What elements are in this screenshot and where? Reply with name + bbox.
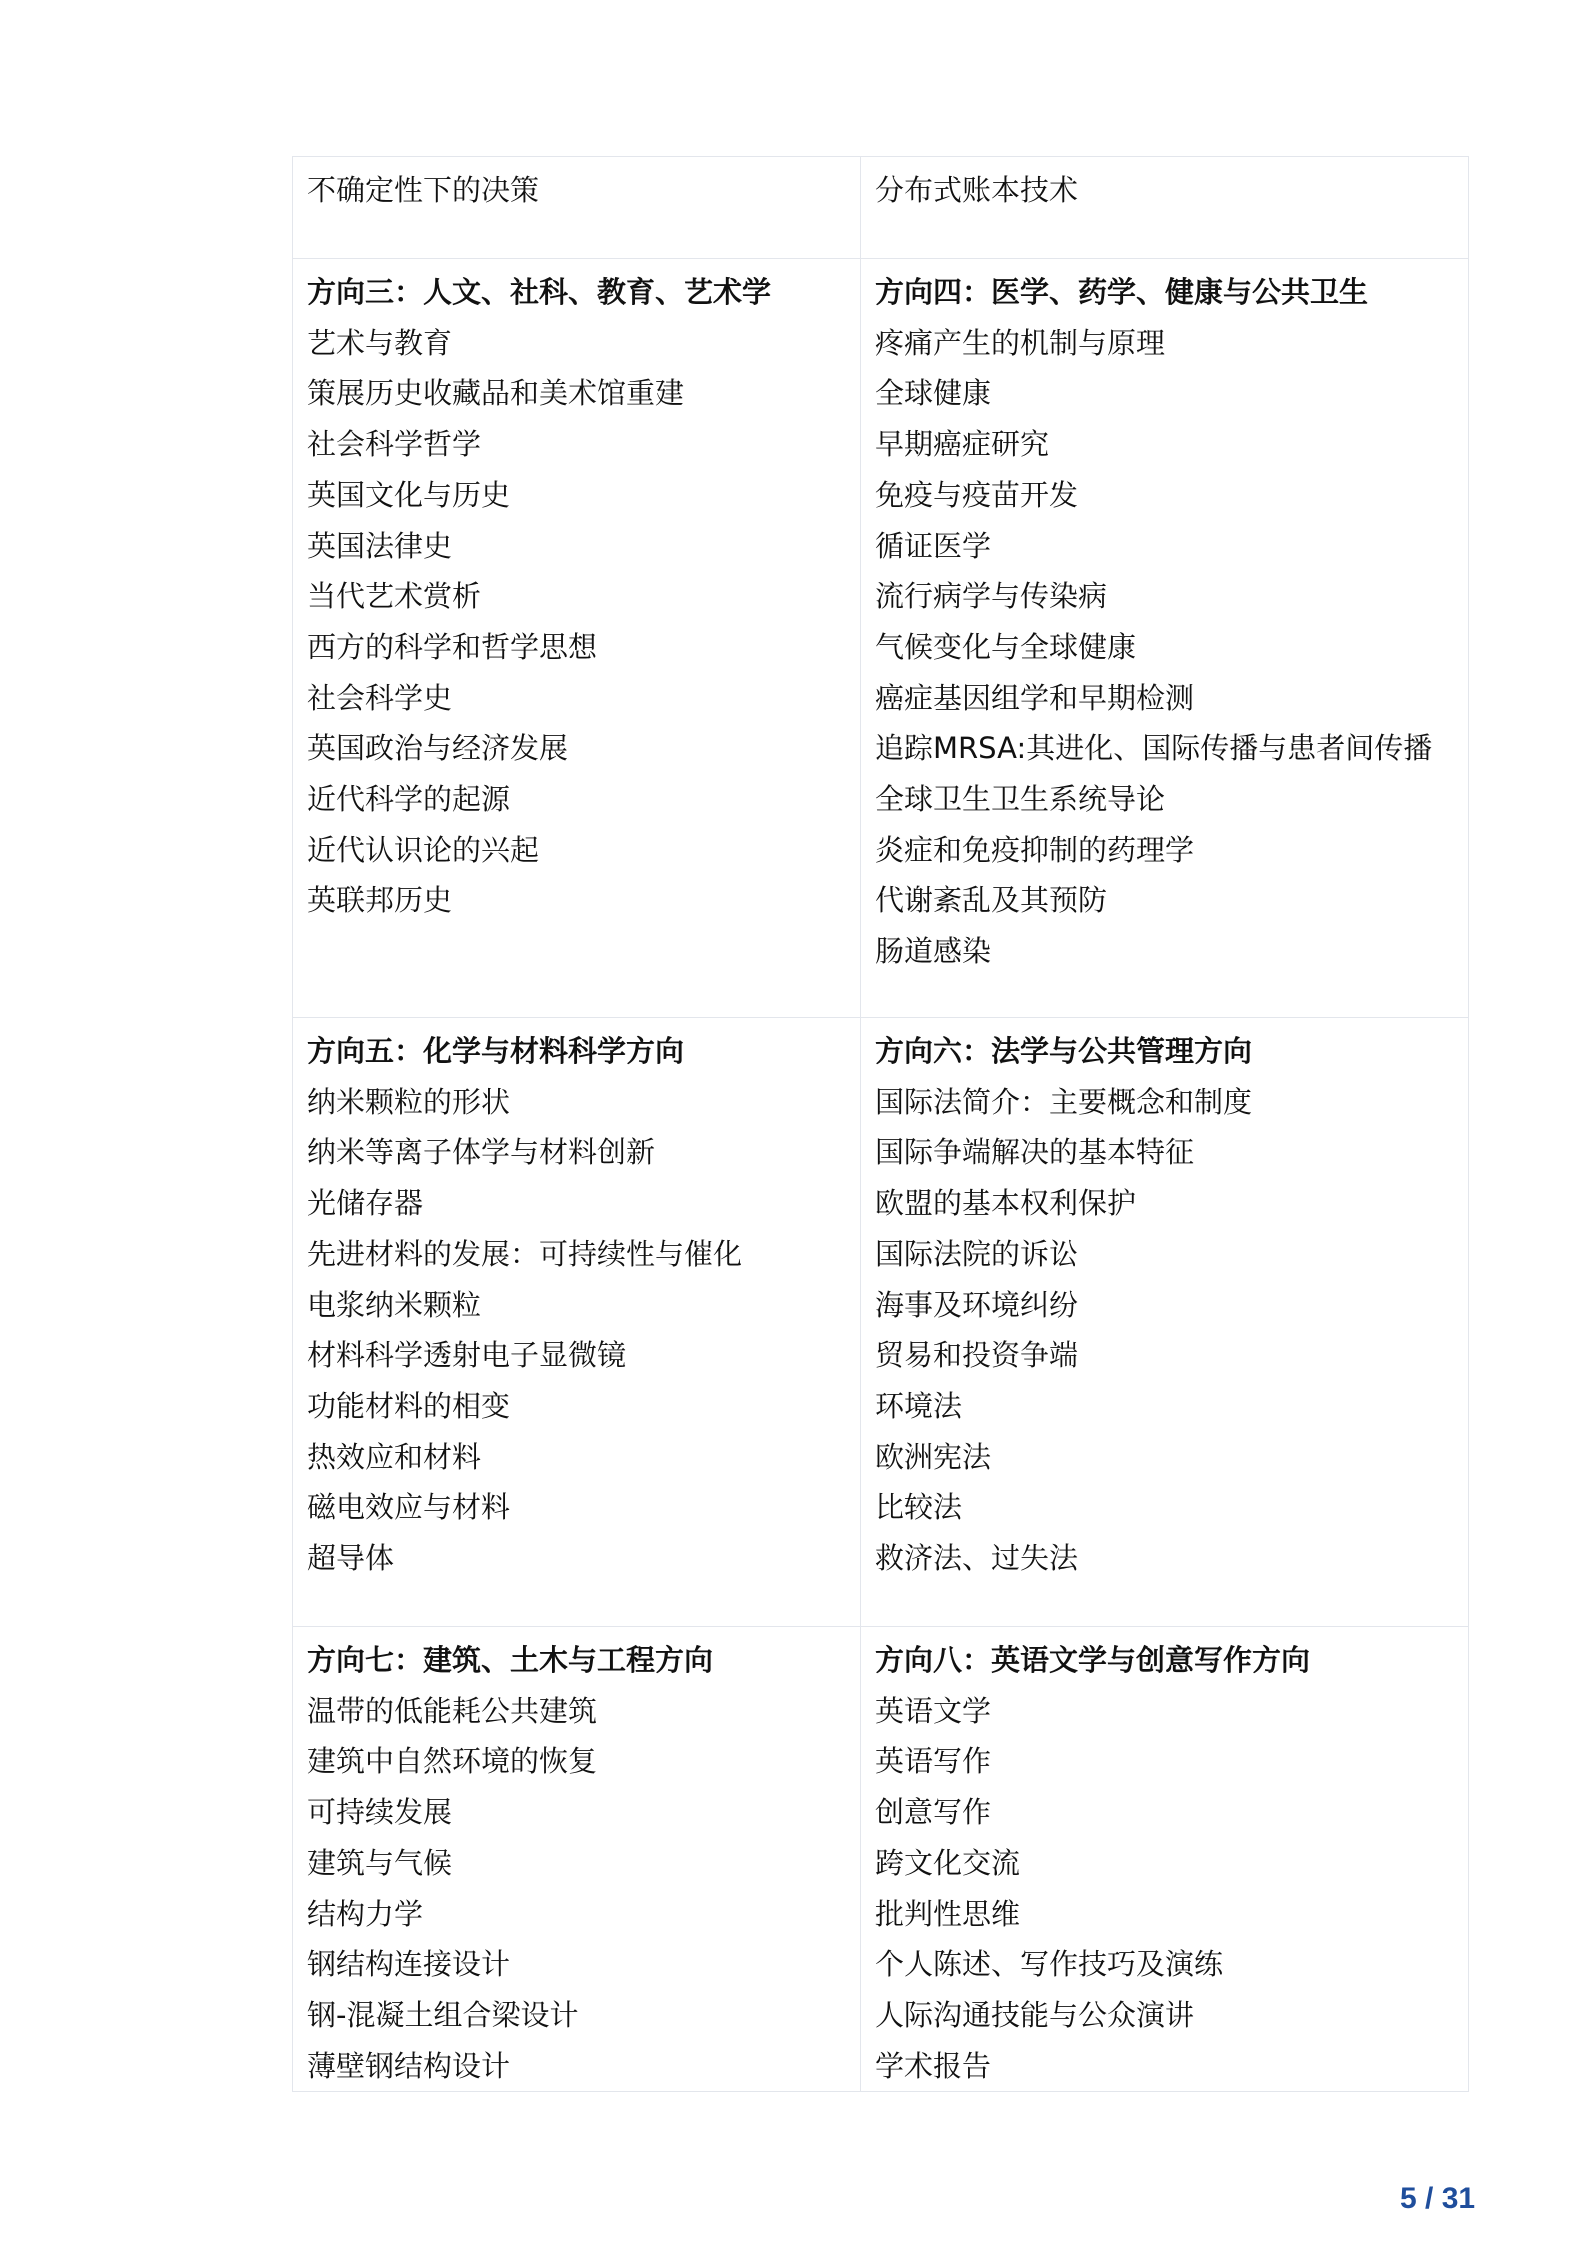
list-item: 炎症和免疫抑制的药理学 bbox=[875, 832, 1195, 867]
list-item: 英国法律史 bbox=[307, 528, 453, 563]
list-item: 比较法 bbox=[875, 1490, 963, 1525]
list-item: 学术报告 bbox=[875, 2048, 992, 2083]
list-item: 贸易和投资争端 bbox=[875, 1338, 1079, 1373]
list-item: 社会科学哲学 bbox=[307, 427, 482, 462]
list-item: 英语文学 bbox=[875, 1693, 992, 1728]
table-cell bbox=[293, 1627, 861, 2092]
list-item: 光储存器 bbox=[307, 1186, 424, 1221]
list-item: 结构力学 bbox=[307, 1896, 424, 1931]
section-heading: 方向七：建筑、土木与工程方向 bbox=[307, 1643, 714, 1677]
section-heading: 方向六：法学与公共管理方向 bbox=[875, 1034, 1253, 1068]
list-item: 癌症基因组学和早期检测 bbox=[875, 680, 1195, 715]
section-heading: 方向四：医学、药学、健康与公共卫生 bbox=[875, 275, 1369, 309]
list-item: 海事及环境纠纷 bbox=[875, 1287, 1079, 1322]
list-item: 电浆纳米颗粒 bbox=[307, 1287, 482, 1322]
table-row bbox=[293, 1018, 1469, 1627]
list-item: 个人陈述、写作技巧及演练 bbox=[875, 1947, 1224, 1982]
list-item: 救济法、过失法 bbox=[875, 1541, 1079, 1576]
list-item: 全球卫生卫生系统导论 bbox=[875, 782, 1166, 817]
list-item: 国际法简介：主要概念和制度 bbox=[875, 1084, 1253, 1119]
list-item: 早期癌症研究 bbox=[875, 427, 1050, 462]
list-item: 薄壁钢结构设计 bbox=[307, 2048, 511, 2083]
table-cell bbox=[293, 259, 861, 1018]
list-item: 建筑与气候 bbox=[307, 1845, 453, 1880]
list-item: 材料科学透射电子显微镜 bbox=[307, 1338, 627, 1373]
list-item: 可持续发展 bbox=[307, 1795, 453, 1830]
list-item: 英国文化与历史 bbox=[307, 477, 511, 512]
list-item: 建筑中自然环境的恢复 bbox=[307, 1744, 598, 1779]
table-cell bbox=[861, 1627, 1469, 2092]
list-item: 欧洲宪法 bbox=[875, 1439, 992, 1474]
list-item: 气候变化与全球健康 bbox=[875, 629, 1137, 664]
list-item: 疼痛产生的机制与原理 bbox=[875, 325, 1166, 360]
table-cell bbox=[293, 157, 861, 259]
list-item: 纳米颗粒的形状 bbox=[307, 1084, 511, 1119]
list-item: 先进材料的发展：可持续性与催化 bbox=[307, 1236, 743, 1271]
list-item: 近代科学的起源 bbox=[307, 782, 511, 817]
list-item: 近代认识论的兴起 bbox=[307, 832, 540, 867]
list-item: 纳米等离子体学与材料创新 bbox=[307, 1135, 656, 1170]
list-item: 流行病学与传染病 bbox=[875, 579, 1108, 614]
list-item: 欧盟的基本权利保护 bbox=[875, 1186, 1137, 1221]
section-heading: 方向三：人文、社科、教育、艺术学 bbox=[307, 275, 772, 309]
list-item: 国际法院的诉讼 bbox=[875, 1236, 1079, 1271]
list-item: 肠道感染 bbox=[875, 934, 992, 969]
list-item: 人际沟通技能与公众演讲 bbox=[875, 1997, 1195, 2032]
list-item: 创意写作 bbox=[875, 1795, 992, 1830]
section-heading: 方向八：英语文学与创意写作方向 bbox=[875, 1643, 1311, 1677]
table-row bbox=[293, 1627, 1469, 2092]
page-number: 5 / 31 bbox=[1400, 2182, 1476, 2215]
list-item: 批判性思维 bbox=[875, 1896, 1021, 1931]
list-item: 功能材料的相变 bbox=[307, 1388, 511, 1423]
table-cell bbox=[861, 1018, 1469, 1627]
list-item: 循证医学 bbox=[875, 528, 992, 563]
list-item: 代谢紊乱及其预防 bbox=[875, 883, 1108, 918]
list-item: 热效应和材料 bbox=[307, 1439, 482, 1474]
list-item: 跨文化交流 bbox=[875, 1845, 1021, 1880]
list-item: 追踪MRSA:其进化、国际传播与患者间传播 bbox=[875, 731, 1433, 766]
list-item: 全球健康 bbox=[875, 376, 992, 411]
list-item: 免疫与疫苗开发 bbox=[875, 477, 1079, 512]
table-cell bbox=[293, 1018, 861, 1627]
list-item: 国际争端解决的基本特征 bbox=[875, 1135, 1195, 1170]
list-item: 钢结构连接设计 bbox=[307, 1947, 511, 1982]
list-item: 英联邦历史 bbox=[307, 883, 453, 918]
table-cell bbox=[861, 157, 1469, 259]
list-item: 超导体 bbox=[307, 1541, 395, 1576]
list-item: 英语写作 bbox=[875, 1744, 992, 1779]
list-item: 磁电效应与材料 bbox=[307, 1490, 511, 1525]
table-cell bbox=[861, 259, 1469, 1018]
list-item: 环境法 bbox=[875, 1388, 963, 1423]
table-row bbox=[293, 157, 1469, 259]
list-item: 社会科学史 bbox=[307, 680, 453, 715]
list-item: 温带的低能耗公共建筑 bbox=[307, 1693, 598, 1728]
list-item: 艺术与教育 bbox=[307, 325, 453, 360]
list-item: 英国政治与经济发展 bbox=[307, 731, 569, 766]
list-item: 分布式账本技术 bbox=[875, 173, 1079, 207]
list-item: 不确定性下的决策 bbox=[307, 173, 540, 207]
list-item: 策展历史收藏品和美术馆重建 bbox=[307, 376, 685, 411]
list-item: 钢-混凝土组合梁设计 bbox=[307, 1997, 579, 2032]
table-row bbox=[293, 259, 1469, 1018]
list-item: 当代艺术赏析 bbox=[307, 579, 482, 614]
course-table bbox=[292, 156, 1469, 2092]
section-heading: 方向五：化学与材料科学方向 bbox=[307, 1034, 685, 1068]
list-item: 西方的科学和哲学思想 bbox=[307, 629, 598, 664]
